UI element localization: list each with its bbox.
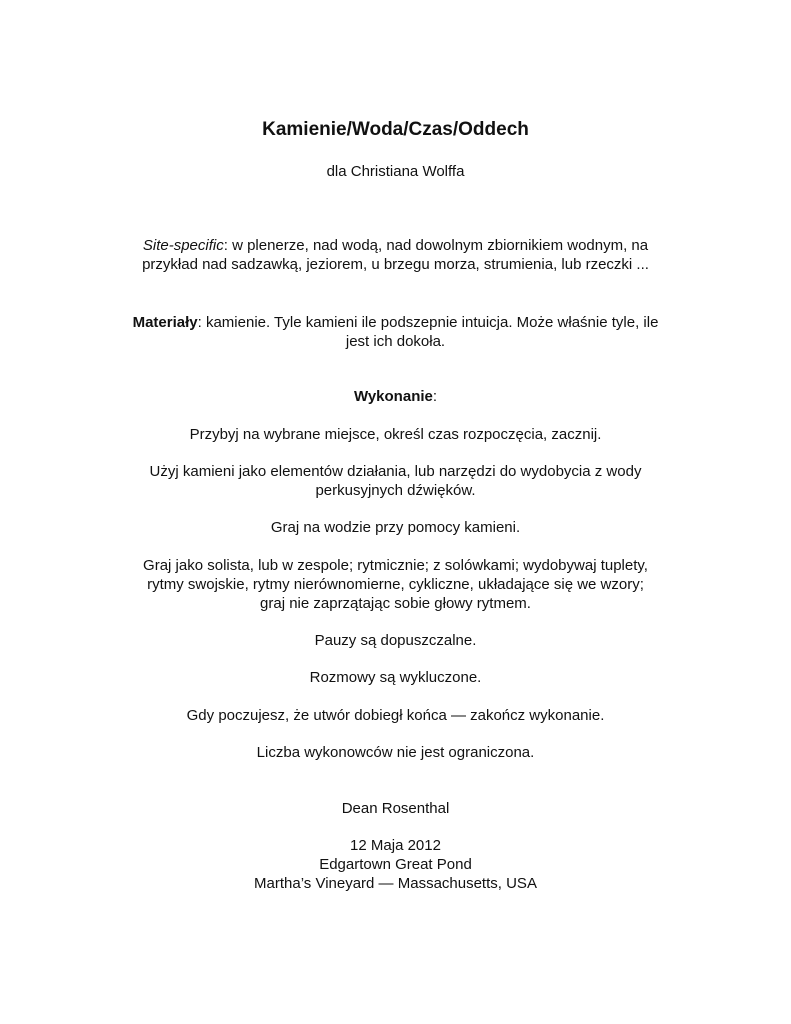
performance-colon: : (432, 388, 438, 405)
instruction-performers: Liczba wykonowców nie jest ograniczona. (256, 744, 535, 761)
performance-heading (80, 387, 711, 406)
instruction-solo-ensemble-line-3: graj nie zaprzątając sobie głowy rytmem. (260, 595, 531, 612)
materials-label: Materiały (132, 314, 198, 331)
document-title: Kamienie/Woda/Czas/Oddech (262, 119, 529, 140)
author-name: Dean Rosenthal (341, 800, 450, 817)
site-specific-line-1 (80, 236, 711, 255)
composition-location: Martha’s Vineyard — Massachusetts, USA (254, 875, 537, 892)
instruction-ending: Gdy poczujesz, że utwór dobiegł końca — zakończ wykonanie. (186, 707, 605, 724)
site-specific-label: Site-specific (142, 237, 224, 254)
composition-place: Edgartown Great Pond (319, 856, 472, 873)
dedication: dla Christiana Wolffa (326, 163, 465, 180)
instruction-use-stones-line-2: perkusyjnych dźwięków. (315, 482, 476, 499)
materials-text: : kamienie. Tyle kamieni ile podszepnie intuicja. Może właśnie tyle, ile (197, 314, 659, 331)
instruction-solo-ensemble-line-2: rytmy swojskie, rytmy nierównomierne, cykliczne, układające się we wzory; (147, 576, 644, 593)
instruction-play-on-water: Graj na wodzie przy pomocy kamieni. (270, 519, 521, 536)
instruction-arrive: Przybyj na wybrane miejsce, określ czas rozpoczęcia, zacznij. (189, 426, 602, 443)
site-specific-line-2: przykład nad sadzawką, jeziorem, u brzegu morza, strumienia, lub rzeczki ... (142, 256, 649, 273)
instruction-use-stones-line-1: Użyj kamieni jako elementów działania, lub narzędzi do wydobycia z wody (149, 463, 642, 480)
materials-line-2: jest ich dokoła. (345, 333, 446, 350)
instruction-solo-ensemble-line-1: Graj jako solista, lub w zespole; rytmicznie; z solówkami; wydobywaj tuplety, (143, 557, 648, 574)
instruction-pauses: Pauzy są dopuszczalne. (314, 632, 477, 649)
composition-date: 12 Maja 2012 (350, 837, 441, 854)
materials-line-1 (80, 313, 711, 332)
site-specific-text: : w plenerze, nad wodą, nad dowolnym zbiornikiem wodnym, na (223, 237, 649, 254)
performance-label: Wykonanie (353, 388, 433, 405)
instruction-conversations: Rozmowy są wykluczone. (309, 669, 482, 686)
